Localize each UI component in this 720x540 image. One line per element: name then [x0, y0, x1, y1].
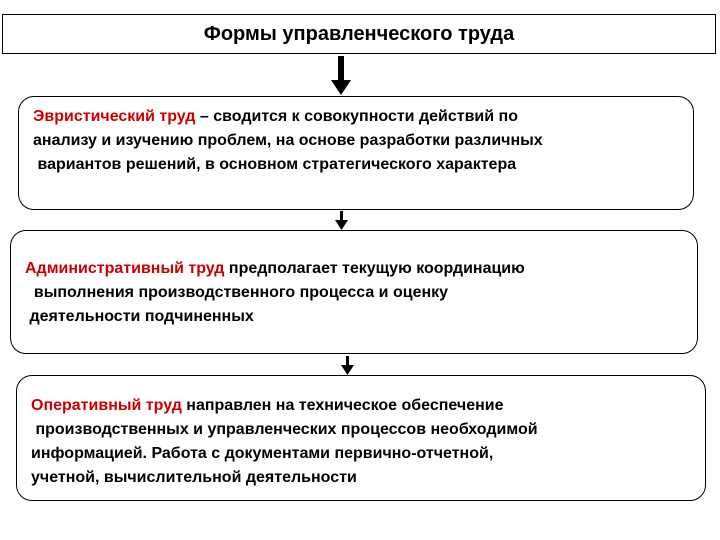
arrow-administrative-to-operative [341, 356, 355, 376]
heuristic-term: Эвристический труд [33, 108, 196, 125]
heuristic-line-1: – сводится к совокупности действий по [195, 108, 518, 125]
heuristic-line-2: анализу и изучению проблем, на основе разработки различных [33, 132, 543, 149]
administrative-line-2: выполнения производственного процесса и оценку [25, 284, 449, 301]
heuristic-line-3: вариантов решений, в основном стратегического характера [33, 156, 517, 173]
operative-line-4: учетной, вычислительной деятельности [31, 469, 357, 486]
diagram-title: Формы управленческого труда [203, 23, 515, 45]
arrow-heuristic-to-administrative [335, 211, 349, 231]
operative-term: Оперативный труд [31, 397, 182, 414]
heuristic-labor-block [18, 96, 694, 210]
arrow-title-to-heuristic [330, 56, 352, 96]
administrative-line-3: деятельности подчиненных [25, 308, 254, 325]
title-box [2, 14, 716, 54]
administrative-labor-block [10, 230, 698, 354]
operative-line-1: направлен на техническое обеспечение [181, 397, 504, 414]
operative-line-2: производственных и управленческих процессов необходимой [31, 421, 538, 438]
administrative-line-1: предполагает текущую координацию [224, 260, 525, 277]
administrative-term: Административный труд [25, 260, 225, 277]
operative-line-3: информацией. Работа с документами первично-отчетной, [31, 445, 494, 462]
operative-labor-block [16, 375, 706, 501]
